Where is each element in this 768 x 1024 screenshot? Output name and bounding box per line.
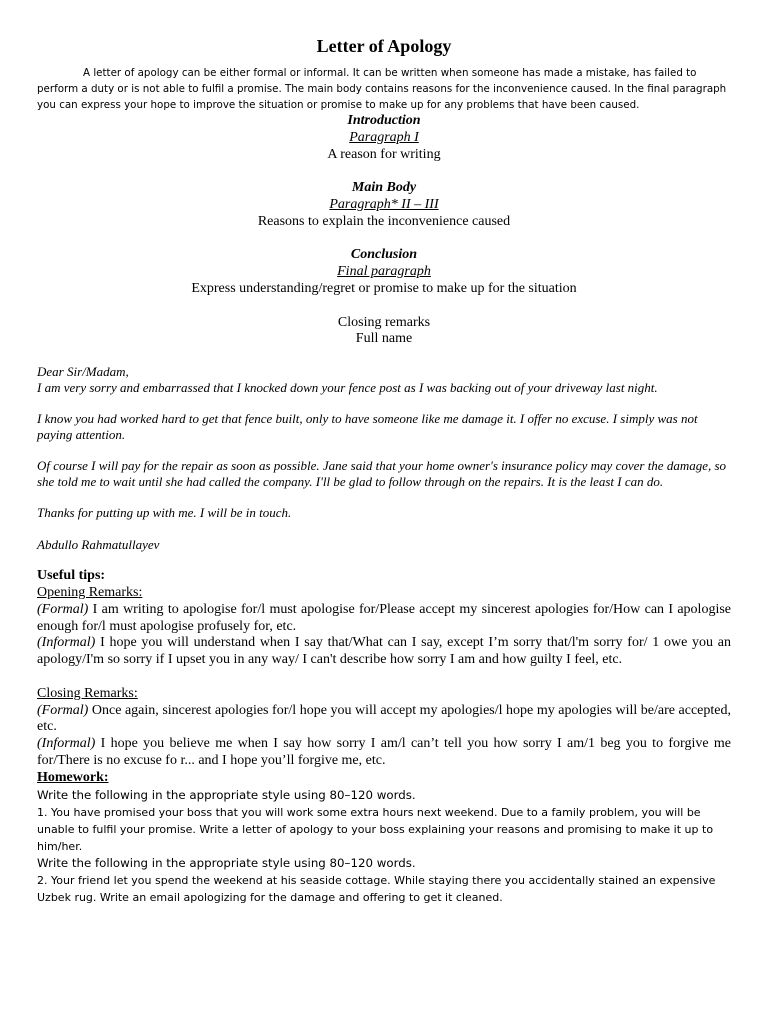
letter-paragraph-1: I am very sorry and embarrassed that I knocked down your fence post as I was backing out of your driveway last night.	[37, 379, 658, 395]
introduction-sub: Paragraph I	[349, 129, 419, 145]
tips-heading: Useful tips:	[37, 568, 106, 584]
main-body-title: Main Body	[351, 180, 417, 196]
closing-formal-text: Once again, sincerest apologies for/l hope you will accept my apologies/l hope my apologies will be/are accepted, etc.	[37, 702, 731, 735]
structure-outline	[37, 113, 731, 348]
main-body-desc: Reasons to explain the inconvenience caused	[257, 213, 511, 229]
letter-paragraph-2: I know you had worked hard to get that fence built, only to have someone like me damage it. I offer no excuse. I simply was not paying attention.	[37, 411, 698, 442]
homework-section	[37, 787, 731, 906]
closing-remarks-label: Closing remarks	[337, 314, 431, 330]
page-title: Letter of Apology	[316, 36, 452, 56]
intro-paragraph: A letter of apology can be either formal or informal. It can be written when someone has made a mistake, has failed to perform a duty or is not able to fulfil a promise. The main body contains reasons for the inconvenience caused. In the final paragraph you can express your hope to improve the situation or promise to make up for any problems that have been caused.	[37, 67, 727, 111]
homework-instruction-2: Write the following in the appropriate style using 80–120 words.	[37, 855, 416, 870]
letter-paragraph-4: Thanks for putting up with me. I will be in touch.	[37, 505, 292, 521]
introduction-desc: A reason for writing	[327, 146, 441, 162]
letter-greeting: Dear Sir/Madam,	[37, 364, 129, 380]
homework-task-1: 1. You have promised your boss that you will work some extra hours next weekend. Due to a family problem, you will be unable to fulfil your promise. Write a letter of apology to your boss explaining your reasons and promising to make it up to him/her.	[37, 805, 714, 853]
opening-informal	[37, 635, 731, 669]
main-body-sub: Paragraph* II – III	[329, 196, 439, 212]
introduction-title: Introduction	[347, 113, 421, 128]
conclusion-sub: Final paragraph	[337, 264, 431, 280]
letter-signature: Abdullo Rahmatullayev	[37, 536, 160, 552]
closing-informal-text: I hope you believe me when I say how sorry I am/l can’t tell you how sorry I am/1 beg you to forgive me for/There is no excuse fo r... and I hope you’ll forgive me, etc.	[37, 736, 731, 768]
conclusion-desc: Express understanding/regret or promise to make up for the situation	[191, 280, 577, 296]
letter-paragraph-3: Of course I will pay for the repair as soon as possible. Jane said that your home owner's insurance policy may cover the damage, so she told me to wait until she had called the company. I'll be glad to follow through on the repairs. It is the least I can do.	[37, 458, 727, 489]
homework-heading: Homework:	[37, 769, 109, 785]
full-name-label: Full name	[355, 331, 413, 347]
useful-tips	[37, 568, 731, 786]
closing-remarks-heading: Closing Remarks:	[37, 685, 138, 701]
closing-informal-tag: (Informal)	[37, 736, 96, 752]
sample-letter	[37, 364, 731, 552]
closing-informal	[37, 736, 731, 770]
opening-formal-tag: (Formal)	[37, 601, 89, 617]
opening-remarks-heading: Opening Remarks:	[37, 584, 143, 600]
opening-informal-text: I hope you will understand when I say that/What can I say, except I’m sorry that/l'm sorry for/ 1 owe you an apology/I'm so sorry if I upset you in any way/ I can't describe how sorry I am and how guilty I feel, etc.	[37, 635, 731, 668]
document-page	[37, 36, 731, 906]
opening-formal	[37, 602, 731, 636]
opening-formal-text: I am writing to apologise for/l must apologise for/Please accept my sincerest apologies for/How can I apologise enough for/l must apologise profusely for, etc.	[37, 601, 731, 634]
homework-task-2: 2. Your friend let you spend the weekend at his seaside cottage. While staying there you accidentally stained an expensive Uzbek rug. Write an email apologizing for the damage and offering to get it cleaned.	[37, 873, 716, 904]
opening-informal-tag: (Informal)	[37, 635, 96, 651]
closing-formal	[37, 703, 731, 737]
homework-instruction-1: Write the following in the appropriate style using 80–120 words.	[37, 787, 416, 802]
conclusion-title: Conclusion	[350, 247, 418, 263]
closing-formal-tag: (Formal)	[37, 702, 89, 718]
